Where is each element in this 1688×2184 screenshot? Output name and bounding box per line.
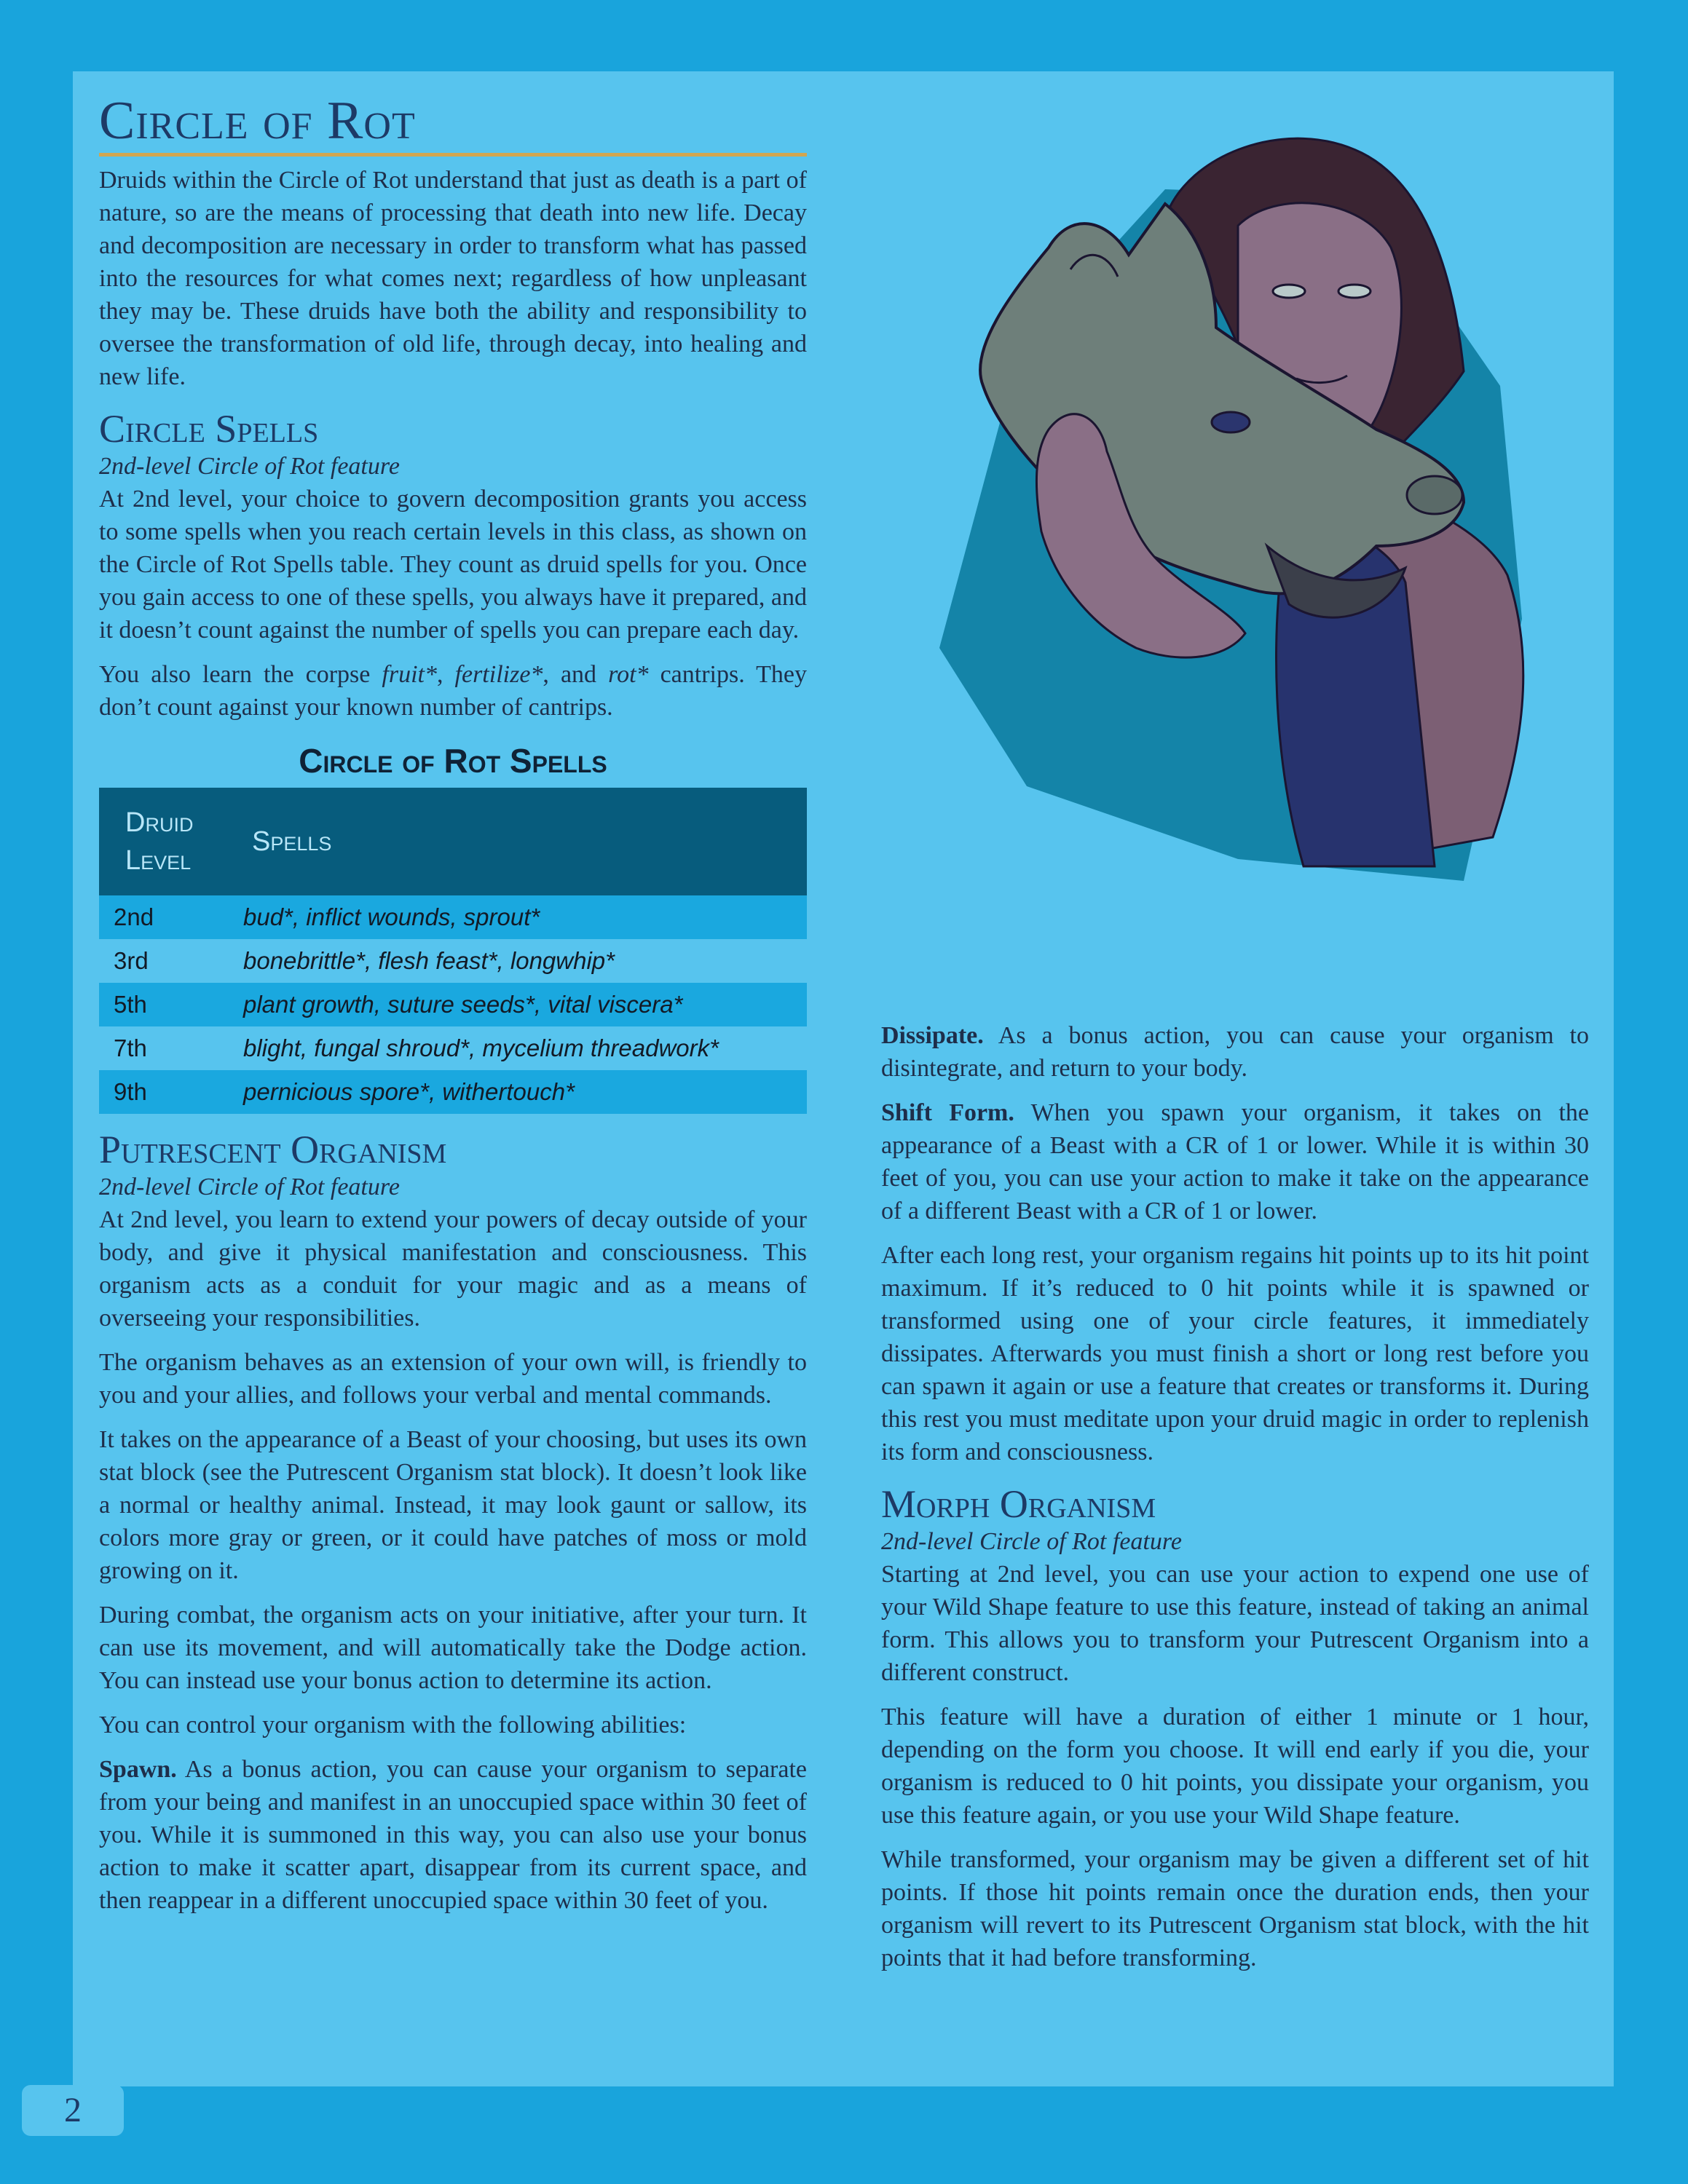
dissipate-label: Dissipate. [881,1022,984,1049]
row-level: 7th [99,1026,243,1070]
putrescent-organism-subtitle: 2nd-level Circle of Rot feature [99,1174,400,1201]
table-row [99,895,807,939]
cantrip-fruit: fruit* [382,661,437,689]
druid-right-eye [1338,285,1370,298]
intro-paragraph: Druids within the Circle of Rot understand that just as death is a part of nature, so are the means of processing that death into new life. Decay and decomposition are necessary in order to transform what has passed into the resources for what comes next; regardless of how unpleasant they may be. These druids have both the ability and responsibility to oversee the transformation of old life, through decay, into healing and new life. [99,166,807,390]
spell-table-title: Circle of Rot Spells [299,742,607,780]
dissipate-paragraph [881,1019,1589,1085]
cantrip-rot: rot* [608,661,649,689]
row-spells: plant growth, suture seeds*, vital viscera* [243,983,807,1026]
left-column [99,93,807,1928]
putrescent-organism-heading: Putrescent Organism [99,1128,447,1172]
morph-organism-subtitle: 2nd-level Circle of Rot feature [881,1528,1182,1556]
col-druid-level [99,788,243,895]
druid-wolf-illustration [925,109,1566,903]
table-row [99,939,807,983]
cantrips-text-a: You also learn the corpse [99,661,382,689]
col-druid-level-line2: Level [125,845,192,877]
cantrips-text-d: cantrips. They don’t count against your known number of cantrips. [99,661,808,721]
putrescent-paragraph-5: You can control your organism with the following abilities: [99,1712,687,1739]
row-level: 2nd [99,895,243,939]
spell-table [99,788,807,1114]
row-spells: blight, fungal shroud*, mycelium threadwork* [243,1026,807,1070]
row-level: 9th [99,1070,243,1114]
right-column [881,1019,1589,1986]
row-spells: pernicious spore*, withertouch* [243,1070,807,1114]
morph-organism-heading: Morph Organism [881,1482,1156,1526]
wolf-eye [1212,412,1250,432]
page-title: Circle of Rot [99,91,416,151]
cantrips-paragraph [99,658,807,724]
putrescent-paragraph-3: It takes on the appearance of a Beast of your choosing, but uses its own stat block (see the Putrescent Organism stat block). It doesn’t look like a normal or healthy animal. Instead, it may look gaunt or sallow, its colors more gray or green, or it could have patches of moss or mold growing on it. [99,1426,807,1585]
morph-paragraph-2: This feature will have a duration of either 1 minute or 1 hour, depending on the form you choose. It will end early if you die, your organism is reduced to 0 hit points, you dissipate your organism, you use this feature again, or you use your Wild Shape feature. [881,1704,1589,1829]
circle-spells-heading: Circle Spells [99,406,319,451]
page-number: 2 [22,2085,124,2136]
table-row [99,1026,807,1070]
row-spells: bud*, inflict wounds, sprout* [243,895,807,939]
morph-paragraph-3: While transformed, your organism may be given a different set of hit points. If those hit points remain once the duration ends, then your organism will revert to its Putrescent Organism stat block, with the hit points that it had before transforming. [881,1846,1589,1972]
shift-form-label: Shift Form. [881,1099,1014,1126]
col-druid-level-line1: Druid [125,807,194,839]
spell-table-header [99,788,807,895]
cantrips-text-c: , and [543,661,609,689]
shift-form-paragraph [881,1096,1589,1227]
putrescent-paragraph-4: During combat, the organism acts on your initiative, after your turn. It can use its movement, and will automatically take the Dodge action. You can instead use your bonus action to determine its action. [99,1602,807,1695]
cantrip-fertilize: fertilize* [454,661,543,689]
row-level: 5th [99,983,243,1026]
spawn-paragraph [99,1753,807,1917]
table-row [99,1070,807,1114]
row-level: 3rd [99,939,243,983]
cantrips-text-b: , [436,661,455,689]
spawn-text: As a bonus action, you can cause your organism to separate from your being and manifest in an unoccupied space within 30 feet of you. While it is summoned in this way, you can also use your bonus action to make it scatter apart, disappear from its current space, and then reappear in a different unoccupied space within 30 feet of you. [99,1756,807,1915]
wolf-nose [1407,476,1462,514]
morph-paragraph-1: Starting at 2nd level, you can use your action to expend one use of your Wild Shape feature to use this feature, instead of taking an animal form. This allows you to transform your Putrescent Organism into a different construct. [881,1561,1589,1687]
spawn-label: Spawn. [99,1756,177,1784]
table-row [99,983,807,1026]
col-spells: Spells [243,788,807,895]
title-rule [99,153,807,157]
putrescent-paragraph-1: At 2nd level, you learn to extend your powers of decay outside of your body, and give it physical manifestation and consciousness. This organism acts as a conduit for your magic and as a means of overseeing your responsibilities. [99,1206,807,1332]
row-spells: bonebrittle*, flesh feast*, longwhip* [243,939,807,983]
putrescent-paragraph-2: The organism behaves as an extension of your own will, is friendly to you and your allies, and follows your verbal and mental commands. [99,1349,807,1409]
dissipate-text: As a bonus action, you can cause your organism to disintegrate, and return to your body. [881,1022,1589,1082]
circle-spells-subtitle: 2nd-level Circle of Rot feature [99,453,400,480]
shift-form-text: When you spawn your organism, it takes on the appearance of a Beast with a CR of 1 or lower. While it is within 30 feet of you, you can use your action to make it take on the appearance of a different Beast with a CR of 1 or lower. [881,1099,1589,1224]
druid-left-eye [1273,285,1305,298]
circle-spells-paragraph: At 2nd level, your choice to govern decomposition grants you access to some spells when you reach certain levels in this class, as shown on the Circle of Rot Spells table. They count as druid spells for you. Once you gain access to one of these spells, you always have it prepared, and it doesn’t count against the number of spells you can prepare each day. [99,486,807,644]
long-rest-paragraph: After each long rest, your organism regains hit points up to its hit point maximum. If it’s reduced to 0 hit points while it is spawned or transformed using one of your circle features, it immediately dissipates. Afterwards you must finish a short or long rest before you can spawn it again or use a feature that creates or transforms it. During this rest you must meditate upon your druid magic in order to replenish its form and consciousness. [881,1242,1589,1465]
